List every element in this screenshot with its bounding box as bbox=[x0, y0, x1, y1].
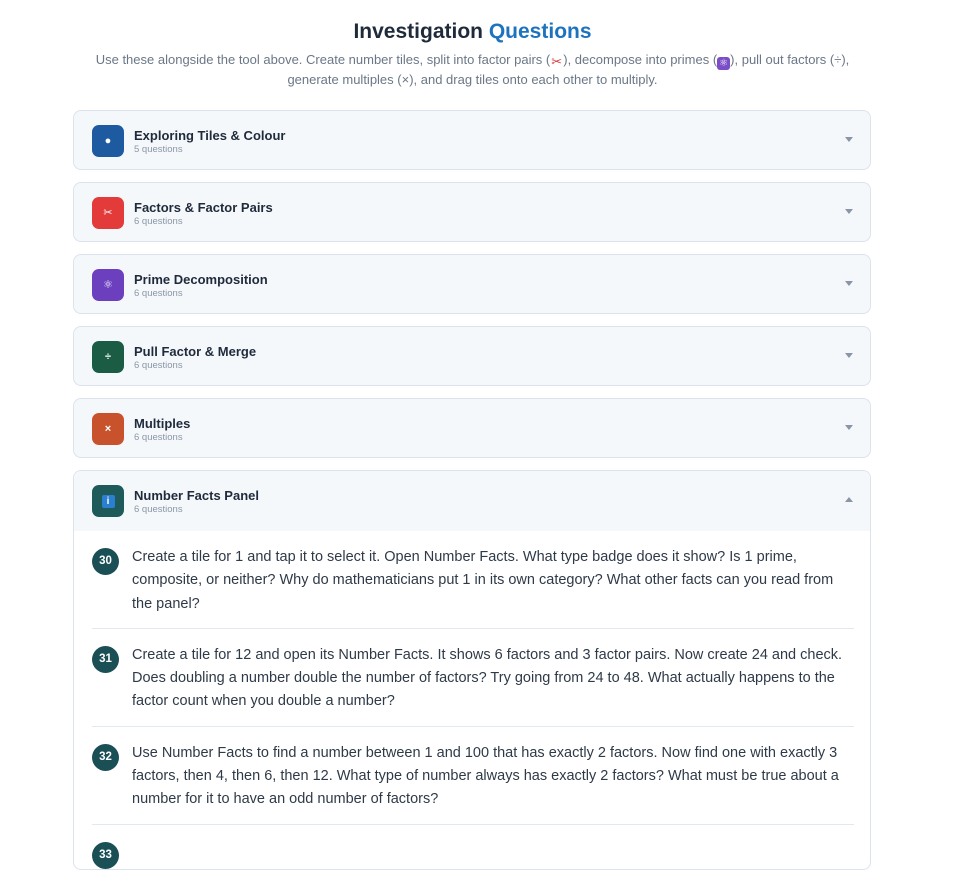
section-title: Factors & Factor Pairs bbox=[134, 200, 273, 215]
question-text: Use Number Facts to find a number between 1 and 100 that has exactly 2 factors. Now find one with exactly 3 factors, then 4, then 6, then 12. What type of number always has exactly 2 factors? What must be true about a number for it to have an odd number of factors? bbox=[132, 744, 839, 808]
section-question-count: 6 questions bbox=[134, 288, 183, 299]
section-question-count: 6 questions bbox=[134, 432, 183, 443]
section-question-count: 6 questions bbox=[134, 360, 183, 371]
subtitle-text-2: ), decompose into primes ( bbox=[563, 52, 718, 67]
question-number-badge: 33 bbox=[92, 842, 119, 869]
chevron-up-icon bbox=[845, 497, 853, 502]
chevron-down-icon bbox=[845, 137, 853, 142]
section-pull-factor-merge[interactable] bbox=[73, 326, 871, 386]
title-accent: Questions bbox=[488, 20, 592, 43]
question-text: Create a tile for 12 and open its Number Facts. It shows 6 factors and 3 factor pairs. Now create 24 and check. Does doubling a number double the number of factors? Try going from 24 to 48. What actually happens to the factor count when you double a number? bbox=[132, 646, 843, 710]
page-subtitle bbox=[70, 50, 875, 90]
question-item bbox=[92, 727, 854, 825]
question-item bbox=[92, 825, 854, 861]
subtitle-text-1: Use these alongside the tool above. Create number tiles, split into factor pairs ( bbox=[95, 52, 551, 67]
section-question-count: 6 questions bbox=[134, 216, 183, 227]
multiply-icon: × bbox=[92, 413, 124, 445]
info-icon bbox=[92, 485, 124, 517]
chevron-down-icon bbox=[845, 209, 853, 214]
question-number-badge: 31 bbox=[92, 646, 119, 673]
question-item bbox=[92, 629, 854, 727]
section-title: Pull Factor & Merge bbox=[134, 344, 257, 359]
subtitle-text-3: ), pull out factors (÷), generate multiples (×), and drag tiles onto each other to multiply. bbox=[287, 52, 850, 87]
section-multiples[interactable] bbox=[73, 398, 871, 458]
section-title: Number Facts Panel bbox=[134, 488, 259, 503]
chevron-down-icon bbox=[845, 353, 853, 358]
section-title: Multiples bbox=[134, 416, 191, 431]
dot-icon: ● bbox=[92, 125, 124, 157]
section-title: Exploring Tiles & Colour bbox=[134, 128, 286, 143]
question-list bbox=[92, 531, 854, 861]
section-number-facts-panel bbox=[73, 470, 871, 870]
question-item bbox=[92, 531, 854, 629]
section-factors-pairs[interactable] bbox=[73, 182, 871, 242]
title-main: Investigation bbox=[353, 20, 483, 43]
question-number-badge: 30 bbox=[92, 548, 119, 575]
section-question-count: 5 questions bbox=[134, 144, 183, 155]
section-title: Prime Decomposition bbox=[134, 272, 268, 287]
question-text: Create a tile for 1 and tap it to select it. Open Number Facts. What type badge does it show? Is 1 prime, composite, or neither? Why do mathematicians put 1 in its own category? What other facts can you read from the panel? bbox=[132, 549, 834, 612]
scissors-icon: ✂ bbox=[92, 197, 124, 229]
section-header[interactable] bbox=[74, 471, 870, 531]
divide-icon: ÷ bbox=[92, 341, 124, 373]
section-question-count: 6 questions bbox=[134, 504, 183, 515]
section-prime-decomposition[interactable] bbox=[73, 254, 871, 314]
page-title bbox=[0, 18, 945, 46]
question-number-badge: 32 bbox=[92, 744, 119, 771]
atom-icon: ⚛ bbox=[717, 57, 730, 70]
atom-icon: ⚛ bbox=[92, 269, 124, 301]
chevron-down-icon bbox=[845, 425, 853, 430]
info-glyph: i bbox=[102, 495, 115, 508]
section-exploring-tiles[interactable] bbox=[73, 110, 871, 170]
chevron-down-icon bbox=[845, 281, 853, 286]
scissors-icon: ✂ bbox=[551, 54, 563, 69]
